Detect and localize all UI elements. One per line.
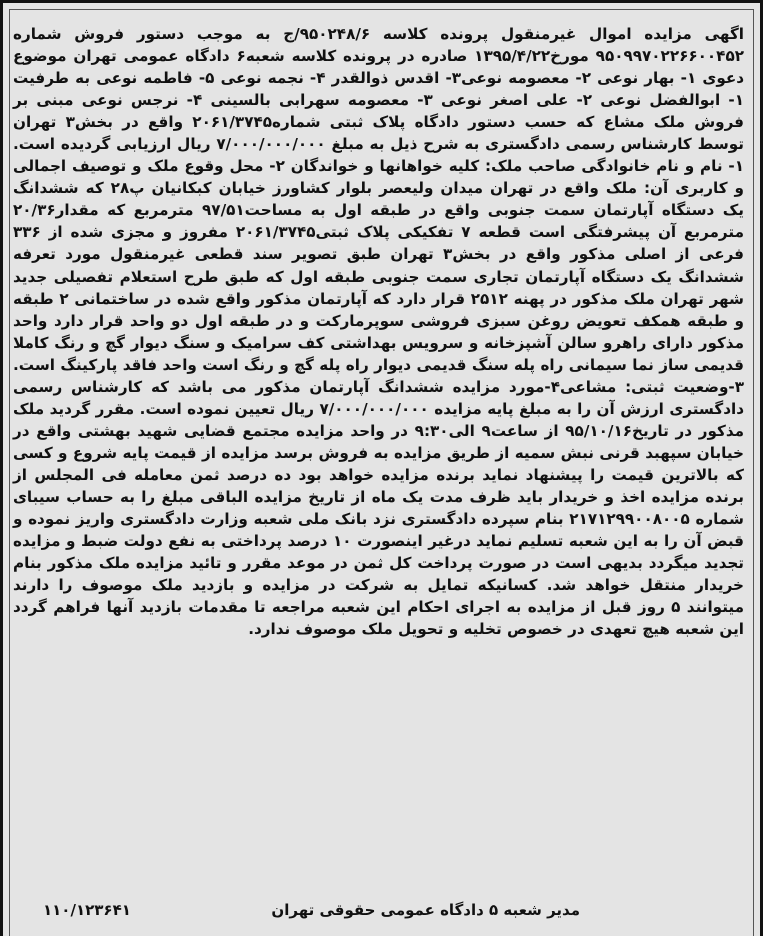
notice-text: اگهی مزایده اموال غیرمنقول پرونده کلاسه ۹۵۰۲۴۸/۶/ج به موجب دستور فروش شماره ۹۵۰۹۹۷۰۲۲۶۶۰۰۴۵۲ مورخ۱۳۹۵/۴/۲۲ صادره در پرونده کلاسه شعبه۶ دادگاه عمومی تهران موضوع دعوی ۱- بهار نوعی ۲- معصومه نوعی۳- اقدس ذوالقدر ۴- نجمه نوعی ۵- فاطمه نوعی به طرفیت ۱- ابوالفضل نوعی ۲- علی اصغر نوعی ۳- معصومه سهرابی بالسینی ۴- نرجس نوعی مبنی بر فروش ملک مشاع که حسب دستور دادگاه پلاک ثبتی شماره۲۰۶۱/۳۷۴۵ واقع در بخش۳ تهران توسط کارشناس رسمی دادگستری به شرح ذیل به مبلغ ۷/۰۰۰/۰۰۰/۰۰۰ ریال ارزیابی گردیده است. ۱- نام و نام خانوادگی صاحب ملک: کلیه خواهانها و خواندگان ۲- محل وقوع ملک و توصیف اجمالی و کاربری آن: ملک واقع در تهران میدان ولیعصر بلوار کشاورز خیابان کبکانیان پ۲۸ که ششدانگ یک دستگاه آپارتمان سمت جنوبی واقع در طبقه اول به مساحت۹۷/۵۱ مترمربع که مقدار۲۰/۳۶ مترمربع آن پیشرفتگی است قطعه ۷ تفکیکی پلاک ثبتی۲۰۶۱/۳۷۴۵ مفروز و مجزی شده از ۳۳۶ فرعی از اصلی مذکور واقع در بخش۳ تهران طبق تصویر سند قطعی غیرمنقول مورد تعرفه ششدانگ یک دستگاه آپارتمان تجاری سمت جنوبی طبقه اول که طبق طرح استعلام تفصیلی جدید شهر تهران ملک مذکور در پهنه ۲۵۱۲ قرار دارد که آپارتمان مذکور واقع شده در ساختمانی ۲ طبقه و طبقه همکف تعویض روغن سبزی فروشی سوپرمارکت و در طبقه اول دو واحد قرار دارد واحد مذکور دارای راهرو سالن آشپزخانه و سرویس بهداشتی کف سرامیک و سنگ دیوار گچ و رنگ کاملا قدیمی ساز نما سیمانی راه پله سنگ قدیمی دیوار راه پله گچ و رنگ است واحد فاقد پارکینگ است. ۳-وضعیت ثبتی: مشاعی۴-مورد مزایده ششدانگ آپارتمان مذکور می باشد که کارشناس رسمی دادگستری ارزش آن را به مبلغ پایه مزایده ۷/۰۰۰/۰۰۰/۰۰۰ ریال تعیین نموده است. مقرر گردید ملک مذکور در تاریخ۹۵/۱۰/۱۶ از ساعت۹ الی۹:۳۰ در واحد مزایده مجتمع قضایی شهید بهشتی واقع در خیابان سپهبد قرنی نبش سمیه از طریق مزایده به فروش برسد مزایده از قیمت پایه شروع و کسی که بالاترین قیمت را پیشنهاد نماید برنده مزایده خواهد بود ده درصد ثمن معامله فی المجلس از برنده مزایده اخذ و خریدار باید ظرف مدت یک ماه از تاریخ مزایده الباقی مبلغ را به حساب سیبای شماره ۲۱۷۱۲۹۹۰۰۸۰۰۵ بنام سپرده دادگستری نزد بانک ملی شعبه وزارت دادگستری واریز نموده و قبض آن را به این شعبه تسلیم نماید درغیر اینصورت ۱۰ درصد پرداختی به نفع دولت ضبط و مزایده تجدید میگردد بدیهی است در صورت پرداخت کل ثمن در موعد مقرر و تائید مزایده ملک مذکور بنام خریدار منتقل خواهد شد. کسانیکه تمایل به شرکت در مزایده و بازدید ملک موصوف را دارند میتوانند ۵ روز قبل از مزایده به اجرای احکام این شعبه مراجعه تا مقدمات بازدید آنها فراهم گردد این شعبه هیچ تعهدی در خصوص تخلیه و تحویل ملک موصوف ندارد. [13,25,745,639]
notice-body [13,23,744,640]
notice-footer [43,899,580,921]
notice-signature: مدیر شعبه ۵ دادگاه عمومی حقوقی تهران [271,901,580,919]
notice-reference-number: ۱۱۰/۱۲۳۶۴۱ [43,901,131,919]
